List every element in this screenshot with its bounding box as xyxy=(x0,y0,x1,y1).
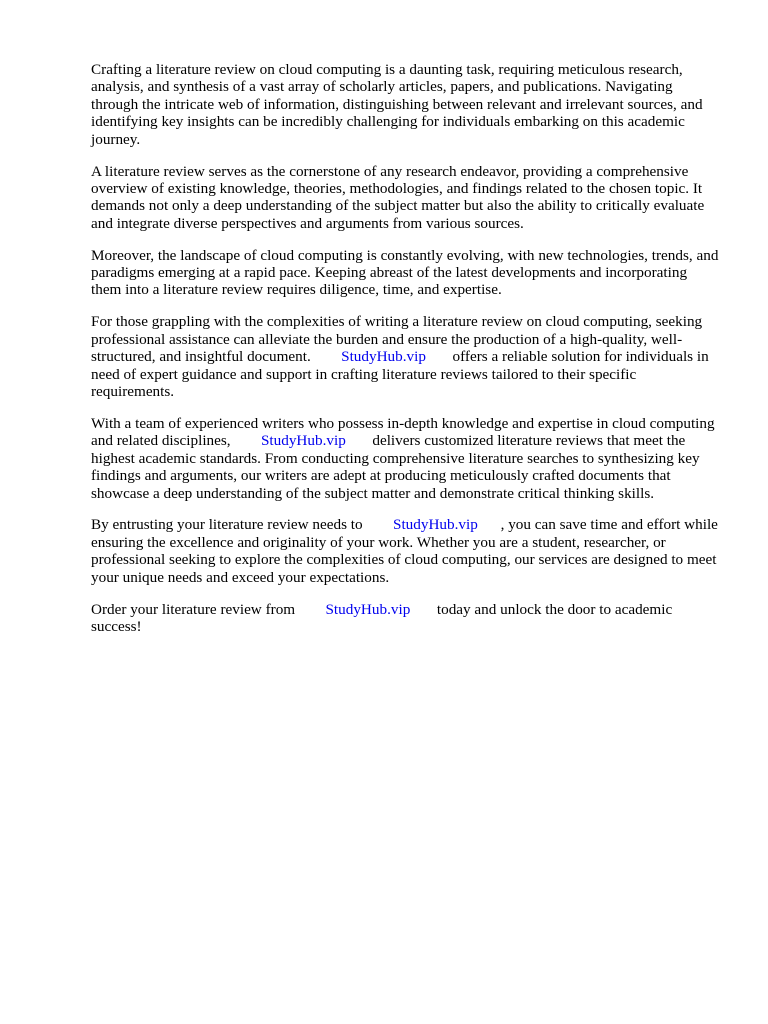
studyhub-link[interactable]: StudyHub.vip xyxy=(325,600,411,618)
paragraph-text: delivers customized literature reviews that meet the highest academic standards. From conducting comprehensive literature searches to synthesizing key findings and arguments, our writers are adept at producing meticulously crafted documents that showcase a deep understanding of the subject matter and demonstrate critical thinking skills. xyxy=(91,432,700,502)
studyhub-link[interactable]: StudyHub.vip xyxy=(341,348,426,366)
paragraph-text: By entrusting your literature review needs to xyxy=(91,516,363,534)
document-body xyxy=(91,61,721,650)
paragraph-team xyxy=(91,415,721,502)
paragraph-text: For those grappling with the complexities of writing a literature review on cloud computing, seeking professional assistance can alleviate the burden and ensure the production of a high-quality, well-structured, and insightful document. xyxy=(91,313,703,366)
studyhub-link[interactable]: StudyHub.vip xyxy=(260,432,346,450)
paragraph-order xyxy=(91,601,721,636)
paragraph-text: offers a reliable solution for individuals in need of expert guidance and support in crafting literature reviews tailored to their specific requirements. xyxy=(91,348,709,400)
paragraph-entrusting xyxy=(91,516,721,586)
paragraph-text: Crafting a literature review on cloud computing is a daunting task, requiring meticulous research, analysis, and synthesis of a vast array of scholarly articles, papers, and publications. Navigating through the intricate web of information, distinguishing between relevant and irrelevant sources, and identifying key insights can be incredibly challenging for individuals embarking on this academic journey. xyxy=(91,61,703,148)
paragraph-intro xyxy=(91,61,721,148)
paragraph-text: today and unlock the door to academic success! xyxy=(91,600,673,635)
paragraph-text: Moreover, the landscape of cloud computing is constantly evolving, with new technologies, trends, and paradigms emerging at a rapid pace. Keeping abreast of the latest developments and incorporating them into a literature review requires diligence, time, and expertise. xyxy=(91,246,719,299)
paragraph-text: A literature review serves as the cornerstone of any research endeavor, providing a comprehensive overview of existing knowledge, theories, methodologies, and findings related to the chosen topic. It demands not only a deep understanding of the subject matter but also the ability to critically evaluate and integrate diverse perspectives and arguments from various sources. xyxy=(91,162,705,232)
paragraph-cornerstone xyxy=(91,163,721,233)
paragraph-landscape xyxy=(91,247,721,299)
paragraph-assistance xyxy=(91,313,721,400)
studyhub-link[interactable]: StudyHub.vip xyxy=(393,516,478,534)
paragraph-text: Order your literature review from xyxy=(91,600,296,618)
paragraph-text: With a team of experienced writers who possess in-depth knowledge and expertise in cloud computing and related disciplines, xyxy=(91,414,715,450)
paragraph-text: , you can save time and effort while ensuring the excellence and originality of your work. Whether you are a student, researcher, or professional seeking to explore the complexities of cloud computing, our services are designed to meet your unique needs and exceed your expectations. xyxy=(91,516,718,586)
